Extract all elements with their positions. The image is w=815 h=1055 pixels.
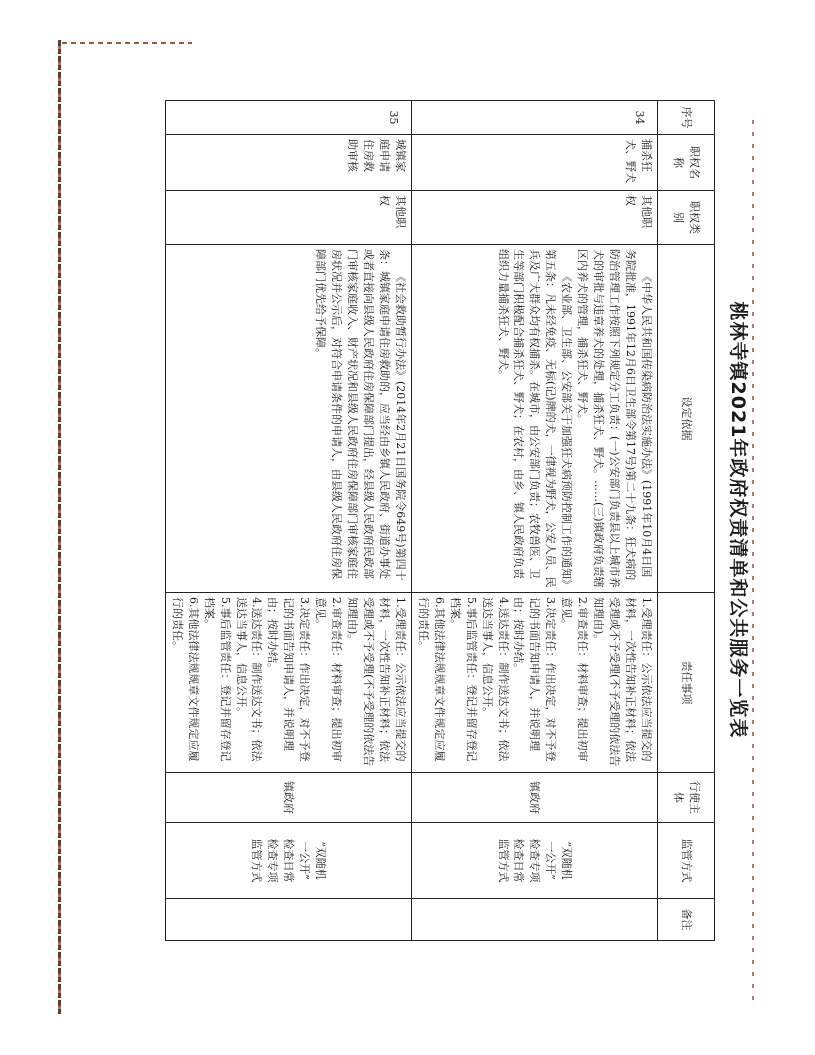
- rotated-document: [170, 100, 759, 940]
- row-subject: 镇政府: [411, 773, 657, 823]
- row-remarks: [411, 899, 657, 941]
- table-row: [411, 101, 657, 941]
- row-supervision: “双随机 一公开” 检查专项 检查日常 监管方式: [411, 823, 657, 899]
- row-category: 其他职 权: [165, 191, 411, 245]
- header-category: 职权类 别: [658, 191, 715, 245]
- row-basis: 《社会救助暂行办法》(2014年2月21日国务院令649号)第四十条：城镇家庭申请住房救助的，应当经由乡镇人民政府、街道办事处或者直接向县级人民政府住房保障部门提出，经县级人民政府民政部门审核家庭收入、财产状况和县级人民政府住房保障部门审核家庭住房状况并公示后，对符合申请条件的申请人，由县级人民政府住房保障部门优先给予保障。: [165, 245, 411, 593]
- header-seq: 序号: [658, 101, 715, 135]
- row-seq: 34: [411, 101, 657, 135]
- scan-edge-left: [58, 40, 61, 1015]
- header-remarks: 备注: [658, 899, 715, 941]
- header-basis: 设定依据: [658, 245, 715, 593]
- table-row: [165, 101, 411, 941]
- header-name: 职权名 称: [658, 135, 715, 191]
- header-supervision: 监管方式: [658, 823, 715, 899]
- row-subject: 镇政府: [165, 773, 411, 823]
- row-remarks: [165, 899, 411, 941]
- row-duties: 1.受理责任：公示依法应当提交的材料，一次性告知补正材料；依法受理或不予受理(不予受理的依法告知理由)。 2.审查责任：材料审查；提出初审意见。 3.决定责任：作出决定，对不予登记的书面告知申请人，并说明理由；按时办结。 4.送达责任：制作送达文书；依法送达当事人，信息公开。 5.事后监管责任：登记并留存登记档案。 6.其他法律法规规章文件规定应履行的责任。: [165, 593, 411, 773]
- row-category: 其他职 权: [411, 191, 657, 245]
- row-duties: 1.受理责任：公示依法应当提交的材料，一次性告知补正材料；依法受理或不予受理(不予受理的依法告知理由)。 2.审查责任：材料审查；提出初审意见。 3.决定责任：作出决定，对不予登记的书面告知申请人，并说明理由；按时办结。 4.送达责任：制作送达文书；依法送达当事人，信息公开。 5.事后监管责任：登记并留存登记档案。 6.其他法律法规规章文件规定应履行的责任。: [411, 593, 657, 773]
- power-list-table: [165, 100, 715, 941]
- row-seq: 35: [165, 101, 411, 135]
- row-supervision: “双随机 一公开” 检查日常 检查专项 监管方式: [165, 823, 411, 899]
- table-header-row: [658, 101, 715, 941]
- document-title: 桃林寺镇2021年政府权责清单和公共服务一览表: [727, 301, 749, 739]
- scan-edge-top: [62, 42, 192, 44]
- row-basis: 《中华人民共和国传染病防治法实施办法》(1991年10月4日国务院批准，1991年12月6日卫生部令第17号)第二十九条：狂犬病的防治管理工作按照下列规定分工负责：(一)公安部门负责县以上城市养犬的审批与违章养犬的处理，捕杀狂犬、野犬。……(三)镇政府负责辖区内养犬的管理，捕杀狂犬、野犬。 《农业部、卫生部、公安部关于加强狂犬病预防控制工作的通知》第五条：凡未经免疫、无标(记)牌的犬，一律视为野犬，公安人员、民兵及广大群众均有权捕杀。在城市，由公安部门负责；农牧兽医、卫生等部门积极配合捕杀狂犬、野犬；在农村，由乡、镇人民政府负责组织力量捕杀狂犬、野犬。: [411, 245, 657, 593]
- row-name: 城镇家 庭申请 住房救 助审核: [165, 135, 411, 191]
- row-name: 捕杀狂 犬、野犬: [411, 135, 657, 191]
- header-subject: 行使主 体: [658, 773, 715, 823]
- header-duties: 责任事项: [658, 593, 715, 773]
